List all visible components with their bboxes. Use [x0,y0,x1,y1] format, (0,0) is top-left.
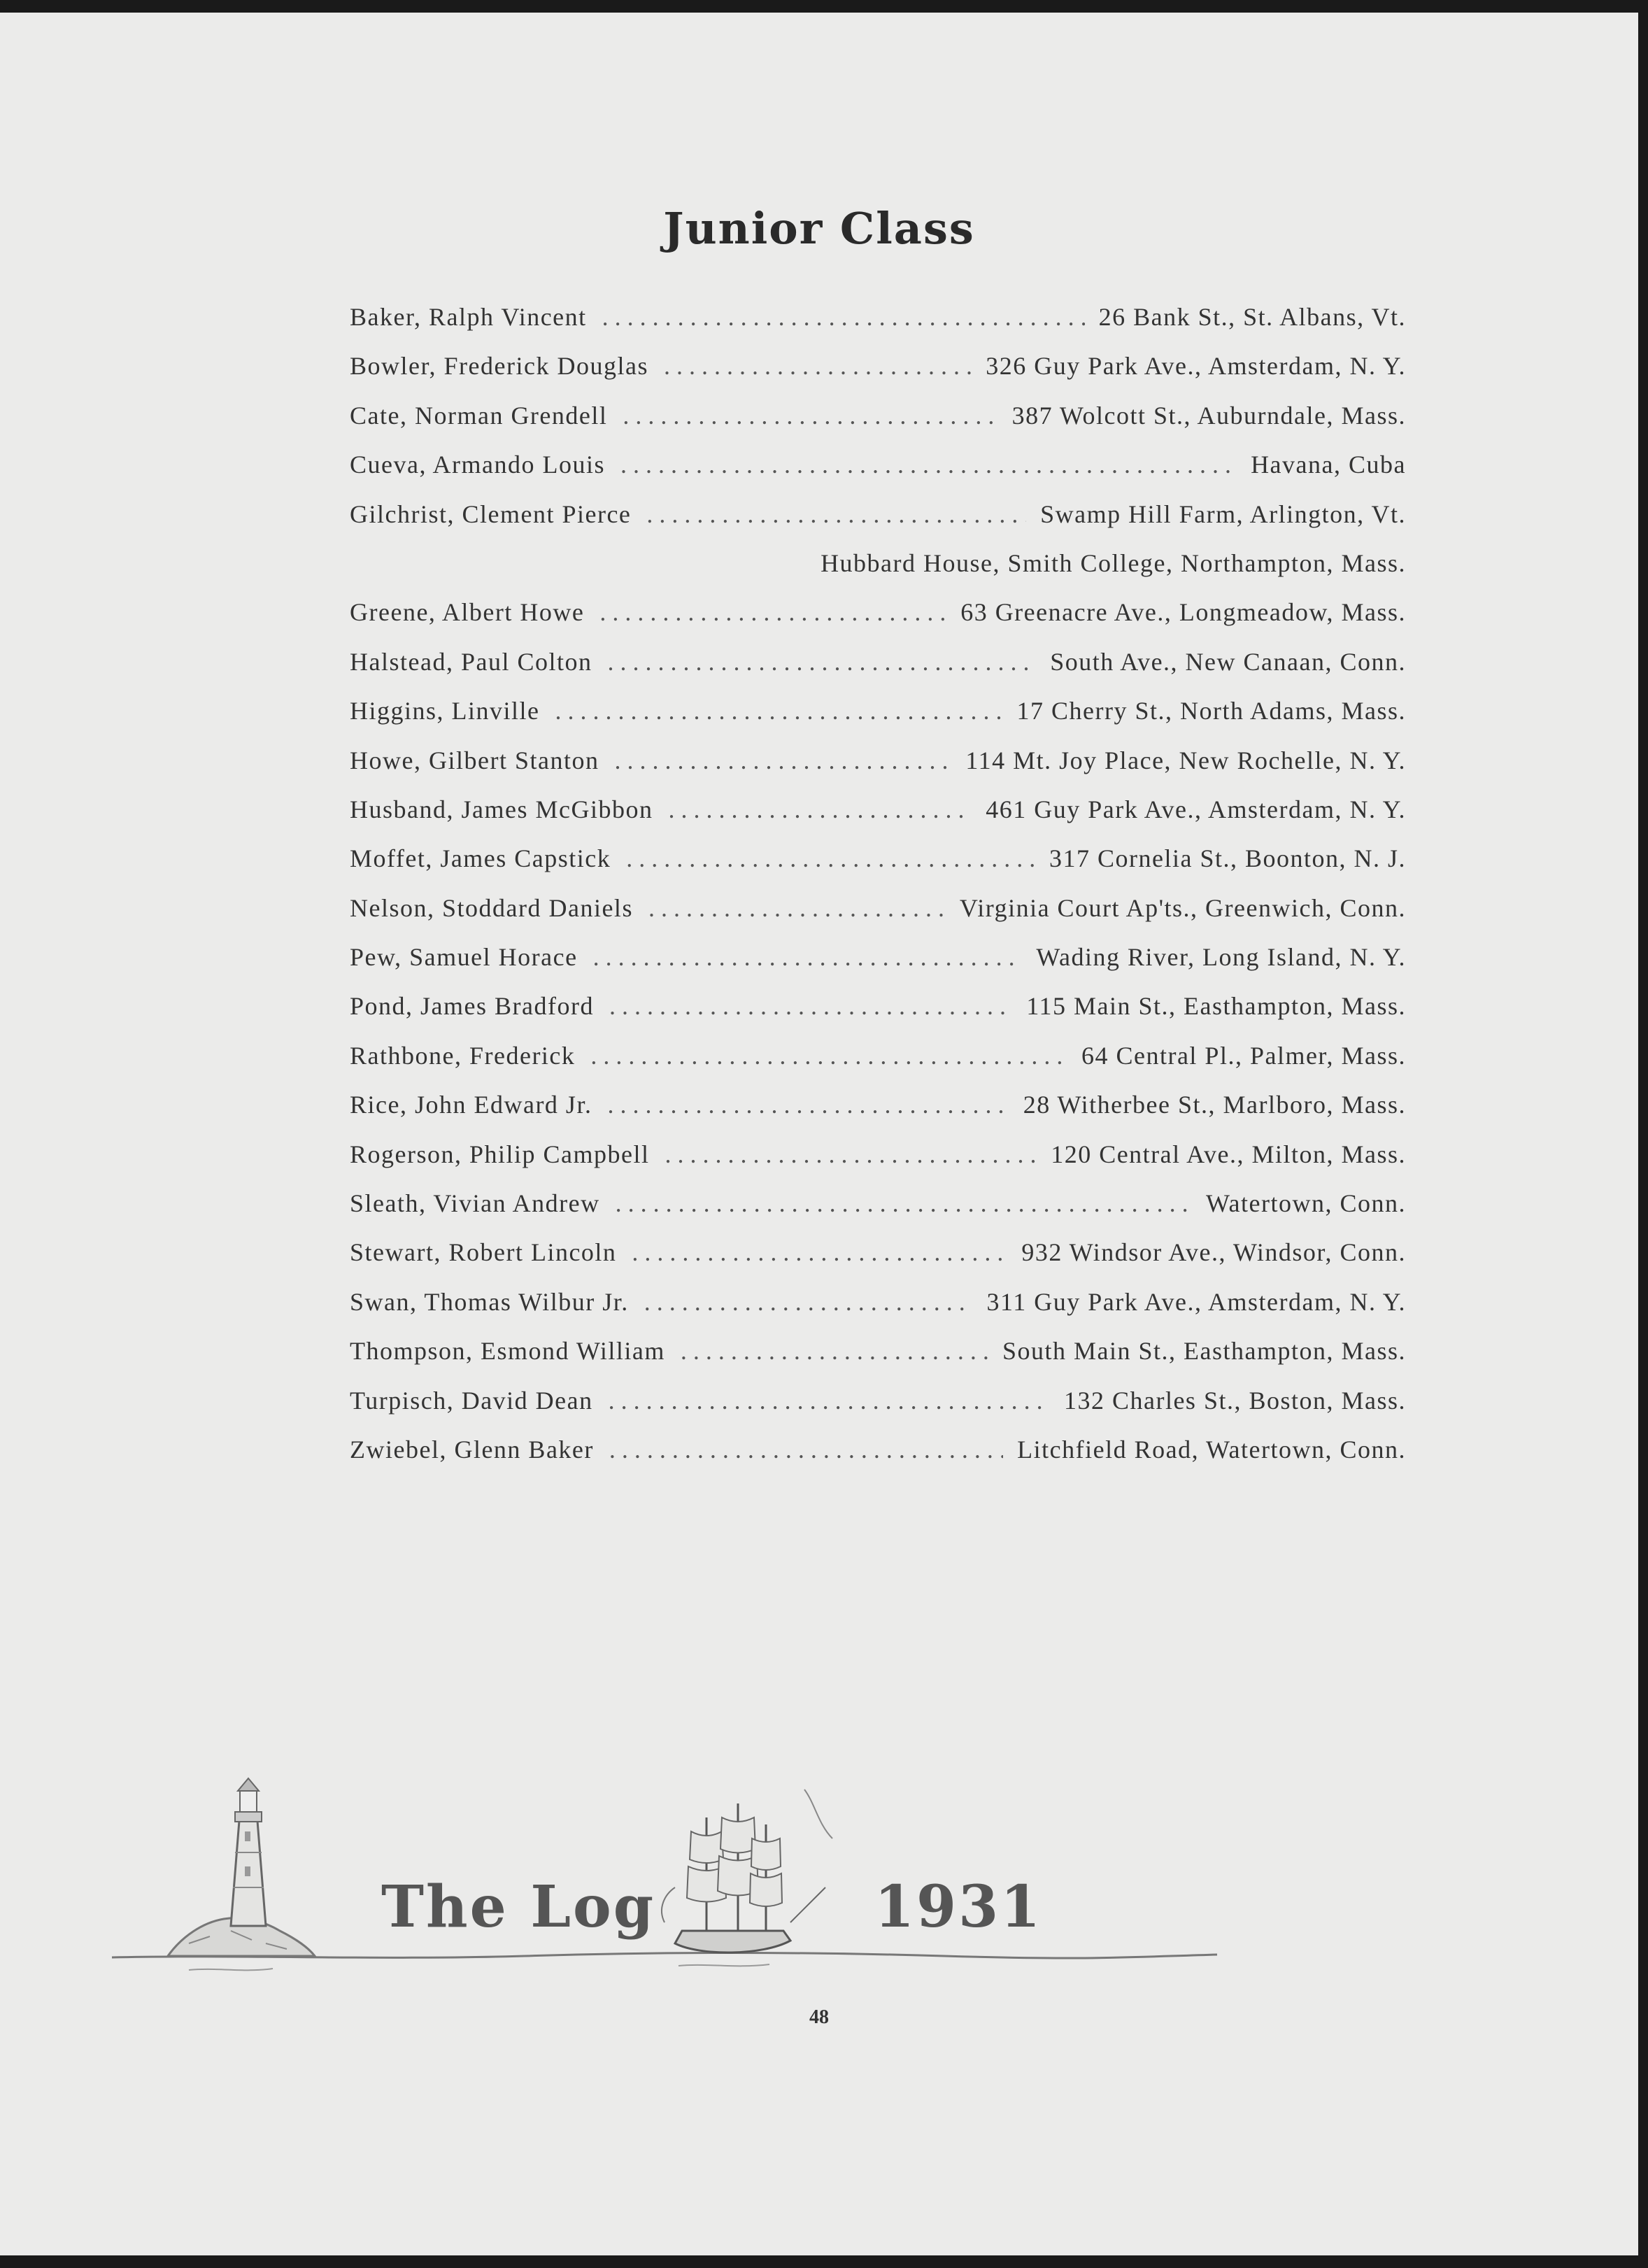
dot-leader [646,490,1026,539]
student-address: 63 Greenacre Ave., Longmeadow, Mass. [960,598,1406,627]
roster-entry [350,1130,1406,1179]
dot-leader [607,1080,1009,1129]
roster-entry [350,341,1406,390]
roster-entry [350,391,1406,440]
class-roster [350,292,1406,1474]
student-address: 311 Guy Park Ave., Amsterdam, N. Y. [986,1287,1406,1316]
dot-leader [609,1425,1003,1474]
roster-entry [350,490,1406,539]
student-name: Husband, James McGibbon [350,795,653,823]
footer-drawing [105,1748,1224,1999]
student-name: Turpisch, David Dean [350,1386,593,1415]
student-name: Greene, Albert Howe [350,598,585,627]
student-address: Hubbard House, Smith College, Northampton, Mass. [821,548,1406,577]
student-name: Cate, Norman Grendell [350,401,608,430]
student-name: Rathbone, Frederick [350,1041,576,1070]
roster-entry [350,1425,1406,1474]
student-address: Watertown, Conn. [1205,1189,1406,1218]
student-address: 64 Central Pl., Palmer, Mass. [1081,1041,1406,1070]
student-name: Baker, Ralph Vincent [350,303,587,331]
roster-entry [350,736,1406,785]
student-name: Pew, Samuel Horace [350,943,578,972]
student-address: 387 Wolcott St., Auburndale, Mass. [1011,401,1406,430]
roster-entry [350,637,1406,686]
student-name: Moffet, James Capstick [350,844,611,873]
student-name: Howe, Gilbert Stanton [350,746,599,774]
student-address: 461 Guy Park Ave., Amsterdam, N. Y. [986,795,1406,823]
student-name: Bowler, Frederick Douglas [350,352,648,381]
student-address: 132 Charles St., Boston, Mass. [1063,1386,1406,1415]
dot-leader [665,1130,1037,1179]
student-address: 932 Windsor Ave., Windsor, Conn. [1021,1238,1406,1267]
dot-leader [620,440,1237,489]
roster-entry [350,1228,1406,1277]
dot-leader [626,834,1035,883]
student-address: Wading River, Long Island, N. Y. [1036,943,1406,972]
student-address: 326 Guy Park Ave., Amsterdam, N. Y. [986,352,1406,381]
student-name: Gilchrist, Clement Pierce [350,499,632,528]
student-name: Rogerson, Philip Campbell [350,1140,650,1168]
dot-leader [555,686,1003,735]
student-address: Swamp Hill Farm, Arlington, Vt. [1040,499,1406,528]
dot-leader [614,736,951,785]
student-name: Halstead, Paul Colton [350,647,592,676]
student-name: Nelson, Stoddard Daniels [350,893,633,922]
roster-entry [350,1277,1406,1326]
dot-leader [593,933,1023,981]
dot-leader [590,1031,1067,1080]
roster-entry [350,686,1406,735]
roster-entry [350,1031,1406,1080]
dot-leader [648,884,946,933]
student-name: Sleath, Vivian Andrew [350,1189,600,1218]
year-wordmark: 1931 [874,1873,1043,1941]
roster-entry [350,884,1406,933]
sailing-ship-icon [662,1789,832,1952]
dot-leader [681,1326,988,1375]
student-address: 114 Mt. Joy Place, New Rochelle, N. Y. [965,746,1406,774]
roster-entry [350,834,1406,883]
dot-leader [664,341,972,390]
student-address: South Ave., New Canaan, Conn. [1050,647,1406,676]
roster-entry [350,1179,1406,1228]
student-address: Havana, Cuba [1251,451,1406,479]
student-name: Cueva, Armando Louis [350,451,605,479]
roster-entry-continuation [350,539,1406,588]
dot-leader [609,981,1012,1030]
student-address: 317 Cornelia St., Boonton, N. J. [1049,844,1406,873]
roster-entry [350,1376,1406,1425]
student-name: Stewart, Robert Lincoln [350,1238,617,1267]
water-stroke [189,1964,769,1970]
student-address: 17 Cherry St., North Adams, Mass. [1016,697,1406,725]
dot-leader [632,1228,1007,1277]
lighthouse-icon [231,1778,266,1926]
student-name: Pond, James Bradford [350,992,594,1021]
dot-leader [623,391,997,440]
roster-entry [350,1080,1406,1129]
student-name: Swan, Thomas Wilbur Jr. [350,1287,629,1316]
yearbook-page [0,13,1638,2255]
roster-entry [350,981,1406,1030]
student-address: 28 Witherbee St., Marlboro, Mass. [1023,1091,1406,1119]
dot-leader [609,1376,1050,1425]
roster-entry [350,440,1406,489]
dot-leader [602,292,1085,341]
student-address: 26 Bank St., St. Albans, Vt. [1098,303,1406,331]
student-name: Higgins, Linville [350,697,540,725]
student-address: South Main St., Easthampton, Mass. [1002,1337,1406,1366]
roster-entry [350,933,1406,981]
dot-leader [644,1277,973,1326]
student-address: Litchfield Road, Watertown, Conn. [1017,1435,1406,1463]
dot-leader [668,785,972,834]
roster-entry [350,785,1406,834]
student-address: 115 Main St., Easthampton, Mass. [1026,992,1406,1021]
student-name: Thompson, Esmond William [350,1337,665,1366]
roster-entry [350,292,1406,341]
student-address: Virginia Court Ap'ts., Greenwich, Conn. [959,893,1406,922]
student-name: Zwiebel, Glenn Baker [350,1435,594,1463]
student-name: Rice, John Edward Jr. [350,1091,592,1119]
dot-leader [607,637,1036,686]
roster-entry [350,1326,1406,1375]
the-log-footer-illustration [105,1748,1224,1999]
dot-leader [616,1179,1192,1228]
student-address: 120 Central Ave., Milton, Mass. [1051,1140,1406,1168]
the-log-wordmark: The Log [381,1873,656,1941]
roster-entry [350,588,1406,637]
dot-leader [599,588,946,637]
page-title: Junior Class [663,203,975,254]
page-number: 48 [809,2006,829,2028]
